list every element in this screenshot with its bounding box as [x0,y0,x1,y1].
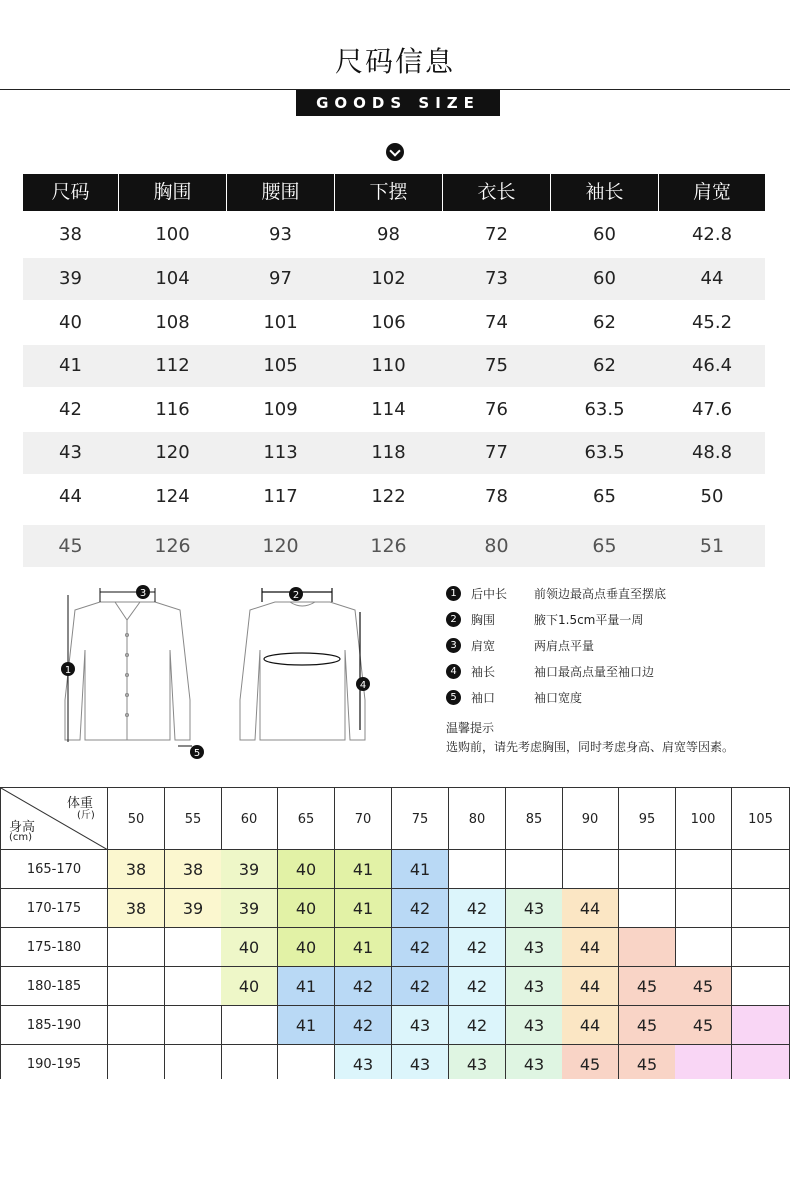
weight-header: 80 [449,787,506,850]
size-recommendation-cell: 44 [562,1006,619,1045]
weight-header: 50 [108,787,165,850]
size-table-row [23,389,765,431]
size-table-cell: 45.2 [691,312,733,333]
size-recommendation-cell: 43 [506,1006,563,1045]
number-badge: 1 [446,586,461,601]
size-recommendation-cell: 40 [278,928,335,967]
goods-size-banner: GOODS SIZE [296,90,500,116]
size-recommendation-cell: 38 [108,889,165,928]
size-table-cell: 72 [485,224,508,245]
size-recommendation-cell [108,928,165,967]
size-recommendation-cell: 39 [165,889,222,928]
size-recommendation-cell [619,928,676,967]
height-header: 175-180 [0,928,108,967]
page-title: 尺码信息 [334,45,455,78]
size-table-cell: 78 [485,486,508,507]
size-table-cell: 110 [371,355,406,376]
size-table-row [23,302,765,344]
size-table-cell: 118 [371,442,406,463]
size-recommendation-cell: 45 [619,1045,676,1079]
weight-header: 85 [506,787,563,850]
size-recommendation-cell: 42 [335,967,392,1006]
height-header: 185-190 [0,1006,108,1045]
size-table-header: 尺码 [23,174,118,211]
weight-header: 100 [675,787,732,850]
size-recommendation-cell: 43 [335,1045,392,1079]
size-recommendation-cell: 42 [449,928,506,967]
marker-label: 3 [139,588,147,599]
size-table-cell: 105 [263,355,298,376]
size-table-cell: 109 [263,399,298,420]
size-table-cell: 122 [371,486,406,507]
size-table-cell: 47.6 [691,399,733,420]
size-table-cell: 41 [59,355,82,376]
weight-header: 90 [562,787,619,850]
size-recommendation-cell [562,850,619,889]
legend-name: 袖长 [471,665,496,679]
size-recommendation-cell: 40 [221,967,278,1006]
size-recommendation-cell: 42 [449,889,506,928]
size-table-cell: 40 [59,312,82,333]
number-badge: 3 [446,638,461,653]
legend-item [446,636,766,662]
size-table-cell: 100 [155,224,190,245]
size-recommendation-cell: 41 [335,889,392,928]
size-recommendation-cell [732,928,790,967]
size-recommendation-cell [732,850,790,889]
size-table-cell: 101 [263,312,298,333]
size-recommendation-cell [165,1006,222,1045]
size-recommendation-cell: 43 [506,967,563,1006]
legend-name: 肩宽 [471,639,496,653]
size-recommendation-cell: 44 [562,889,619,928]
size-table-cell: 38 [59,224,82,245]
size-recommendation-cell [732,1006,790,1045]
size-recommendation-cell [108,1045,165,1079]
size-table-cell: 126 [370,535,407,557]
size-recommendation-cell [108,967,165,1006]
corner-height-unit: (cm) [9,832,33,843]
size-table-cell: 42.8 [691,224,733,245]
front-markers [68,588,192,746]
size-recommendation-cell [619,850,676,889]
size-recommendation-cell: 42 [392,967,449,1006]
size-recommendation-cell: 43 [506,889,563,928]
size-table-cell: 73 [485,268,508,289]
size-recommendation-cell: 41 [278,967,335,1006]
size-table-cell: 60 [593,268,616,289]
size-recommendation-cell: 41 [335,928,392,967]
size-recommendation-cell: 43 [506,1045,563,1079]
size-table-cell: 63.5 [584,399,625,420]
size-recommendation-cell [165,967,222,1006]
size-recommendation-cell: 42 [392,928,449,967]
legend-desc: 腋下1.5cm平量一周 [534,613,644,627]
size-table-cell: 98 [377,224,400,245]
size-recommendation-cell: 39 [221,850,278,889]
size-recommendation-cell: 43 [392,1045,449,1079]
size-recommendation-cell: 44 [562,928,619,967]
grid-corner [0,787,108,850]
size-table-row [23,258,765,300]
size-table-cell: 77 [485,442,508,463]
size-recommendation-cell [675,928,732,967]
height-header: 170-175 [0,889,108,928]
weight-header: 55 [165,787,222,850]
weight-header: 60 [221,787,278,850]
size-recommendation-cell [675,850,732,889]
size-table-cell: 63.5 [584,442,625,463]
size-table-cell: 46.4 [691,355,733,376]
marker-label: 1 [64,665,72,676]
size-recommendation-cell [108,1006,165,1045]
legend-name: 袖口 [471,691,496,705]
shirt-front-illustration [65,602,190,740]
size-recommendation-cell: 44 [562,967,619,1006]
size-table-cell: 113 [263,442,298,463]
legend-item [446,662,766,688]
size-table-cell: 124 [155,486,190,507]
size-recommendation-cell: 42 [392,889,449,928]
size-table-cell: 50 [700,486,724,507]
size-recommendation-cell: 39 [221,889,278,928]
size-table-cell: 93 [269,224,292,245]
size-recommendation-cell [675,1045,732,1079]
size-table-header: 袖长 [551,174,658,211]
size-recommendation-cell [221,1006,278,1045]
size-table-cell: 126 [154,535,191,557]
height-header: 190-195 [0,1045,108,1079]
legend-desc: 两肩点平量 [534,639,595,653]
size-recommendation-cell: 38 [165,850,222,889]
marker-label: 4 [359,680,367,691]
size-table-cell: 117 [263,486,298,507]
size-recommendation-cell: 43 [392,1006,449,1045]
size-recommendation-cell: 41 [392,850,449,889]
size-table-header: 衣长 [443,174,550,211]
legend-desc: 前领边最高点垂直至摆底 [534,587,667,601]
corner-weight-unit: (斤) [77,810,95,821]
size-table-cell: 44 [700,268,724,289]
legend-item [446,584,766,610]
size-recommendation-cell: 45 [562,1045,619,1079]
legend-item [446,610,766,636]
number-badge: 4 [446,664,461,679]
legend-desc: 袖口最高点量至袖口边 [534,665,655,679]
size-table-cell: 44 [59,486,82,507]
size-table-row [23,525,765,567]
size-table-cell: 74 [485,312,508,333]
size-table-cell: 108 [155,312,190,333]
size-table-cell: 120 [262,535,299,557]
weight-header: 65 [278,787,335,850]
size-recommendation-cell: 42 [449,1006,506,1045]
measure-legend [446,584,766,714]
size-table-cell: 62 [593,355,616,376]
size-table-row [23,432,765,474]
weight-header: 70 [335,787,392,850]
size-recommendation-cell: 43 [506,928,563,967]
size-table-cell: 80 [484,535,509,557]
chevron-down-icon [386,143,404,161]
size-table-cell: 51 [699,535,725,557]
size-recommendation-cell [165,928,222,967]
size-table-cell: 39 [59,268,82,289]
tip-text: 选购前，请先考虑胸围，同时考虑身高、肩宽等因素。 [446,740,735,754]
marker-label: 5 [193,748,201,759]
measurement-diagram [30,580,400,765]
height-header: 180-185 [0,967,108,1006]
size-table-cell: 114 [371,399,406,420]
size-recommendation-cell: 45 [675,1006,732,1045]
legend-desc: 袖口宽度 [534,691,583,705]
size-table-row [23,476,765,518]
size-table-cell: 120 [155,442,190,463]
size-table-cell: 45 [58,535,83,557]
size-table-row [23,214,765,256]
size-table-cell: 48.8 [691,442,733,463]
size-recommendation-cell: 43 [449,1045,506,1079]
size-recommendation-cell: 45 [675,967,732,1006]
size-recommendation-cell [732,889,790,928]
size-recommendation-cell: 45 [619,967,676,1006]
size-recommendation-cell: 38 [108,850,165,889]
size-table-cell: 102 [371,268,406,289]
weight-header: 105 [732,787,790,850]
weight-header: 95 [619,787,676,850]
diagram-markers [61,585,370,759]
weight-height-grid [0,787,790,1079]
legend-item [446,688,766,714]
weight-header: 75 [392,787,449,850]
size-recommendation-cell [449,850,506,889]
size-recommendation-cell [732,1045,790,1079]
size-table-cell: 65 [592,535,617,557]
size-table-cell: 42 [59,399,82,420]
size-recommendation-cell [165,1045,222,1079]
size-recommendation-cell [506,850,563,889]
size-recommendation-cell: 42 [449,967,506,1006]
size-table-cell: 116 [155,399,190,420]
shirt-back-illustration [240,602,365,740]
size-recommendation-cell [675,889,732,928]
size-table-cell: 60 [593,224,616,245]
size-recommendation-cell [278,1045,335,1079]
size-table-cell: 76 [485,399,508,420]
size-table-cell: 75 [485,355,508,376]
size-recommendation-cell [619,889,676,928]
size-table-header: 腰围 [227,174,334,211]
size-table-cell: 62 [593,312,616,333]
legend-name: 后中长 [471,587,508,601]
size-table-cell: 104 [155,268,190,289]
size-table-cell: 112 [155,355,190,376]
size-table-cell: 43 [59,442,82,463]
height-header: 165-170 [0,850,108,889]
size-recommendation-cell: 40 [278,850,335,889]
tip-title: 温馨提示 [446,721,495,735]
size-recommendation-cell: 40 [278,889,335,928]
marker-label: 2 [292,590,300,601]
size-recommendation-cell: 41 [335,850,392,889]
corner-weight: 体重 [67,796,94,811]
size-recommendation-cell [732,967,790,1006]
size-recommendation-cell: 40 [221,928,278,967]
size-recommendation-cell: 42 [335,1006,392,1045]
corner-height: 身高 [9,820,36,835]
size-table-row [23,345,765,387]
number-badge: 5 [446,690,461,705]
size-table-header: 肩宽 [659,174,765,211]
size-recommendation-cell: 45 [619,1006,676,1045]
size-table-cell: 106 [371,312,406,333]
size-table-cell: 65 [593,486,616,507]
number-badge: 2 [446,612,461,627]
legend-name: 胸围 [471,613,496,627]
size-table-header: 下摆 [335,174,442,211]
size-recommendation-cell: 41 [278,1006,335,1045]
size-table-header: 胸围 [119,174,226,211]
size-recommendation-cell [221,1045,278,1079]
size-table-cell: 97 [269,268,292,289]
